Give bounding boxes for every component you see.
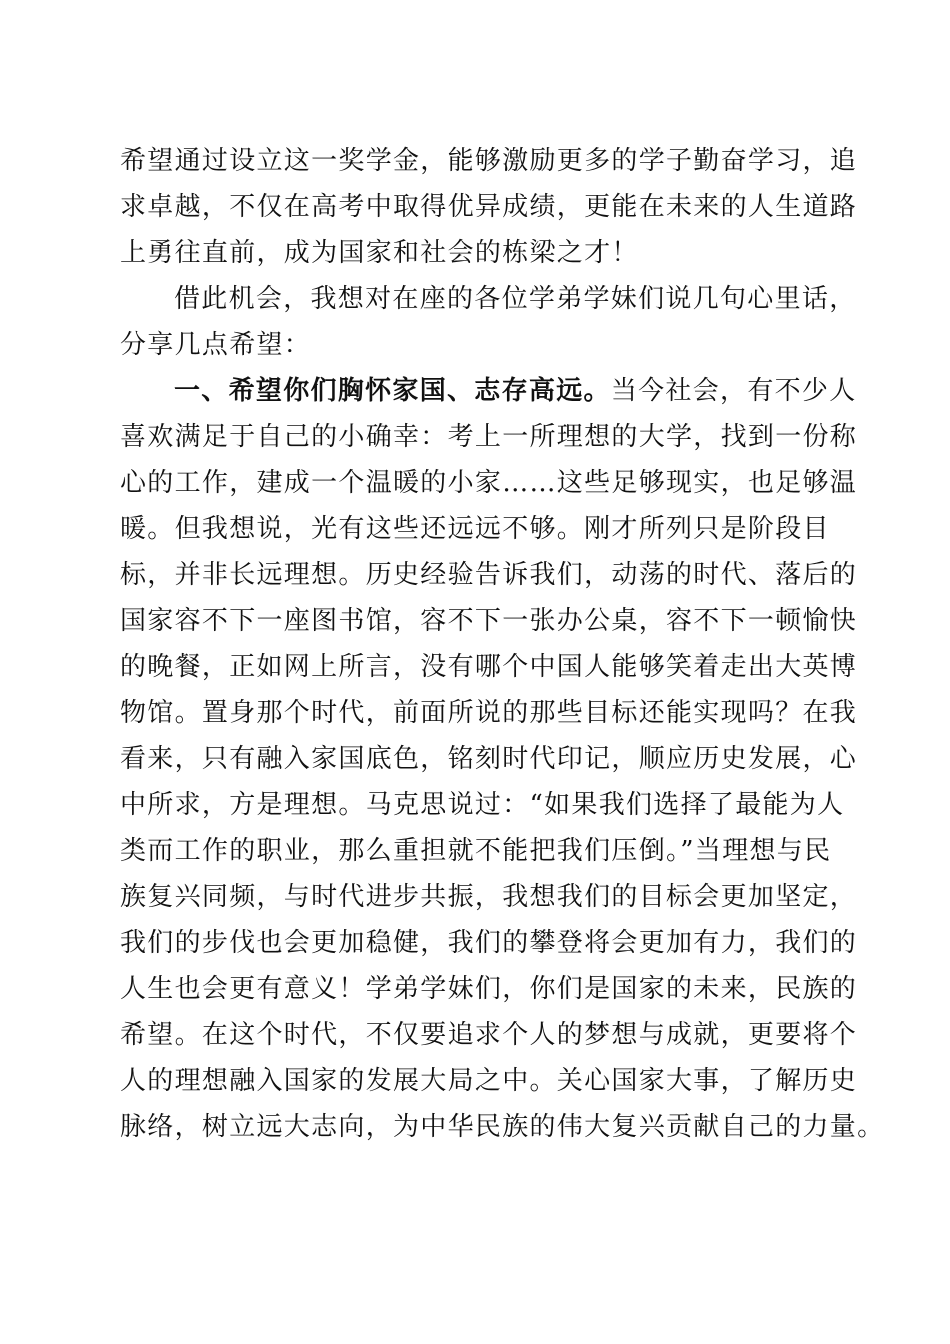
paragraph-1 [120, 138, 858, 276]
text-line: 标，并非长远理想。历史经验告诉我们，动荡的时代、落后的 [120, 560, 858, 590]
text-line: 类而工作的职业，那么重担就不能把我们压倒。”当理想与民 [120, 836, 832, 866]
text-line: 希望通过设立这一奖学金，能够激励更多的学子勤奋学习，追 [120, 146, 858, 176]
text-line: 上勇往直前，成为国家和社会的栋梁之才！ [120, 238, 639, 268]
text-line: 中所求，方是理想。马克思说过：“如果我们选择了最能为人 [120, 790, 845, 820]
text-line: 喜欢满足于自己的小确幸：考上一所理想的大学，找到一份称 [120, 422, 858, 452]
text-line: 心的工作，建成一个温暖的小家……这些足够现实，也足够温 [120, 468, 858, 498]
text-line: 我们的步伐也会更加稳健，我们的攀登将会更加有力，我们的 [120, 928, 858, 958]
paragraph-2 [120, 276, 857, 368]
text-line: 物馆。置身那个时代，前面所说的那些目标还能实现吗？在我 [120, 698, 858, 728]
text-line: 国家容不下一座图书馆，容不下一张办公桌，容不下一顿愉快 [120, 606, 858, 636]
text-line [120, 368, 857, 414]
text-line: 暖。但我想说，光有这些还远远不够。刚才所列只是阶段目 [120, 514, 830, 544]
text-line: 人的理想融入国家的发展大局之中。关心国家大事，了解历史 [120, 1066, 858, 1096]
text-line: 族复兴同频，与时代进步共振，我想我们的目标会更加坚定， [120, 882, 858, 912]
section-heading: 一、希望你们胸怀家国、志存高远。 [174, 376, 611, 406]
text-line: 看来，只有融入家国底色，铭刻时代印记，顺应历史发展，心 [120, 744, 858, 774]
text-line: 借此机会，我想对在座的各位学弟学妹们说几句心里话， [174, 284, 857, 314]
text-line: 分享几点希望： [120, 330, 312, 360]
heading-line-rest: 当今社会，有不少人 [610, 376, 857, 406]
text-line: 希望。在这个时代，不仅要追求个人的梦想与成就，更要将个 [120, 1020, 858, 1050]
text-line: 的晚餐，正如网上所言，没有哪个中国人能够笑着走出大英博 [120, 652, 858, 682]
text-line: 脉络，树立远大志向，为中华民族的伟大复兴贡献自己的力量。 [120, 1112, 885, 1142]
paragraph-3 [120, 368, 885, 1150]
text-line: 求卓越，不仅在高考中取得优异成绩，更能在未来的人生道路 [120, 192, 858, 222]
text-line: 人生也会更有意义！学弟学妹们，你们是国家的未来，民族的 [120, 974, 858, 1004]
body-text [120, 138, 885, 1150]
